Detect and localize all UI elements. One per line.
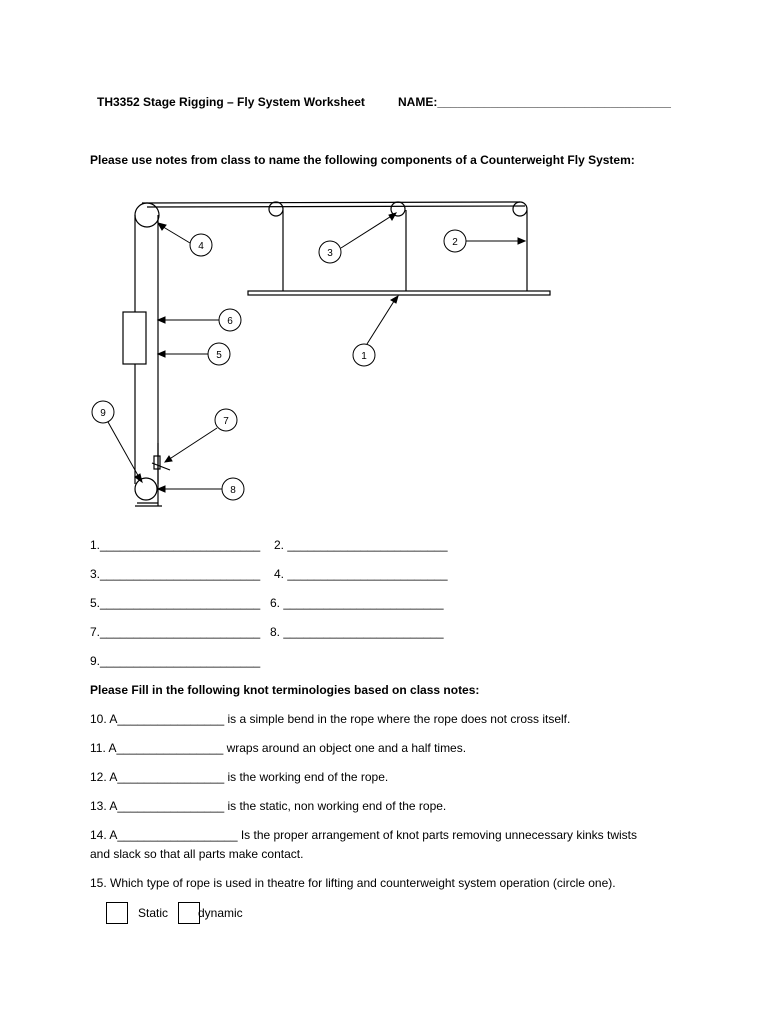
callout-label-4: 4: [198, 241, 204, 252]
question-12[interactable]: 12. A________________ is the working end of the rope.: [90, 770, 389, 784]
section1-instruction: Please use notes from class to name the following components of a Counterweight Fly System:: [90, 153, 635, 167]
dynamic-checkbox[interactable]: [178, 902, 200, 924]
fly-system-diagram: [80, 188, 560, 518]
loft-block-3: [513, 202, 527, 216]
answer-line-1[interactable]: 1.________________________: [90, 538, 261, 552]
answer-line-5[interactable]: 5.________________________: [90, 596, 261, 610]
question-13[interactable]: 13. A________________ is the static, non working end of the rope.: [90, 799, 447, 813]
callout-label-9: 9: [100, 408, 106, 419]
answer-line-4[interactable]: 4. ________________________: [274, 567, 448, 581]
question-11[interactable]: 11. A________________ wraps around an object one and a half times.: [90, 741, 467, 755]
callout-label-2: 2: [452, 237, 458, 248]
callout-label-7: 7: [223, 416, 229, 427]
answer-line-9[interactable]: 9.________________________: [90, 654, 261, 668]
question-10[interactable]: 10. A________________ is a simple bend in the rope where the rope does not cross itself.: [90, 712, 571, 726]
name-field[interactable]: NAME:___________________________________: [398, 95, 671, 109]
answer-line-7[interactable]: 7.________________________: [90, 625, 261, 639]
question-14-line1[interactable]: 14. A__________________ Is the proper arrangement of knot parts removing unnecessary kinks twists: [90, 828, 638, 842]
callout-label-8: 8: [230, 485, 236, 496]
static-checkbox[interactable]: [106, 902, 128, 924]
callout-label-3: 3: [327, 248, 333, 259]
answer-line-3[interactable]: 3.________________________: [90, 567, 261, 581]
floor-block: [135, 478, 157, 500]
answer-line-6[interactable]: 6. ________________________: [270, 596, 444, 610]
answer-line-2[interactable]: 2. ________________________: [274, 538, 448, 552]
callout-label-6: 6: [227, 316, 233, 327]
batten: [248, 291, 550, 295]
option-dynamic-label: dynamic: [198, 906, 243, 920]
option-static-label: Static: [138, 906, 169, 920]
worksheet-title: TH3352 Stage Rigging – Fly System Worksheet: [97, 95, 365, 109]
rope-lock: [154, 456, 160, 469]
arbor: [123, 312, 146, 364]
callout-label-1: 1: [361, 351, 367, 362]
answer-line-8[interactable]: 8. ________________________: [270, 625, 444, 639]
loft-block-1: [269, 202, 283, 216]
question-15: 15. Which type of rope is used in theatre for lifting and counterweight system operation (circle one).: [90, 876, 616, 890]
callout-label-5: 5: [216, 350, 222, 361]
section2-instruction: Please Fill in the following knot terminologies based on class notes:: [90, 683, 480, 697]
question-14-line2: and slack so that all parts make contact.: [90, 847, 304, 861]
